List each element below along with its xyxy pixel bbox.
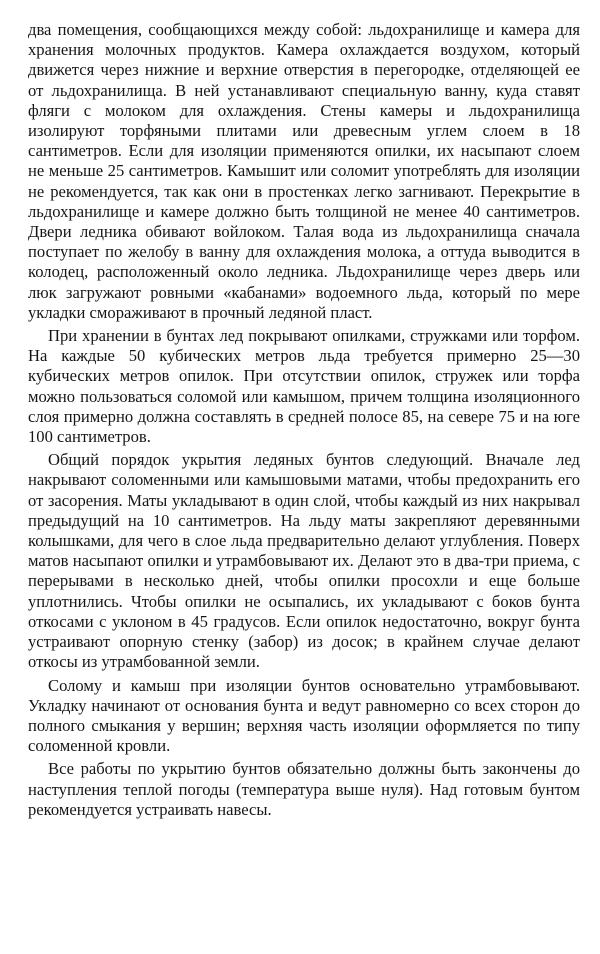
paragraph-4: Солому и камыш при изоляции бунтов основательно утрамбовывают. Укладку начинают от основания бунта и ведут равномерно со всех сторон до полного смыкания у вершин; верхняя часть изоляции оформляется по типу соломенной кровли. [28,675,580,756]
document-page [28,20,580,820]
paragraph-3: Общий порядок укрытия ледяных бунтов следующий. Вначале лед накрывают соломенными или камышовыми матами, чтобы предохранить его от засорения. Маты укладывают в один слой, чтобы каждый из них накрывал предыдущий на 10 сантиметров. На льду маты закрепляют деревянными колышками, для чего в слое льда предварительно делают углубления. Поверх матов насыпают опилки и утрамбовывают их. Делают это в два-три приема, с перерывами в несколько дней, чтобы опилки просохли и еще больше уплотнились. Чтобы опилки не осыпались, их укладывают с боков бунта откосами с уклоном в 45 градусов. Если опилок недостаточно, вокруг бунта устраивают опорную стенку (забор) из досок; в крайнем случае делают откосы из утрамбованной земли. [28,450,580,672]
paragraph-5: Все работы по укрытию бунтов обязательно должны быть закончены до наступления теплой погоды (температура выше нуля). Над готовым бунтом рекомендуется устраивать навесы. [28,759,580,819]
paragraph-1: два помещения, сообщающихся между собой: льдохранилище и камера для хранения молочных продуктов. Камера охлаждается воздухом, который движется через нижние и верхние отверстия в перегородке, отделяющей ее от льдохранилища. В ней устанавливают специальную ванну, куда ставят фляги с молоком для охлаждения. Стены камеры и льдохранилища изолируют торфяными плитами или древесным углем слоем в 18 сантиметров. Если для изоляции применяются опилки, их насыпают слоем не меньше 25 сантиметров. Камышит или соломит употреблять для изоляции не рекомендуется, так как они в простенках легко загнивают. Перекрытие в льдохранилище и камере должно быть толщиной не менее 40 сантиметров. Двери ледника обивают войлоком. Талая вода из льдохранилища сначала поступает по желобу в ванну для охлаждения молока, а оттуда выводится в колодец, расположенный около ледника. Льдохранилище через дверь или люк загружают ровными «кабанами» водоемного льда, который по мере укладки смораживают в прочный ледяной пласт. [28,20,580,322]
paragraph-2: При хранении в бунтах лед покрывают опилками, стружками или торфом. На каждые 50 кубических метров льда требуется примерно 25—30 кубических метров опилок. При отсутствии опилок, стружек или торфа можно пользоваться соломой или камышом, причем толщина изоляционного слоя примерно должна составлять в средней полосе 85, на севере 75 и на юге 100 сантиметров. [28,326,580,447]
